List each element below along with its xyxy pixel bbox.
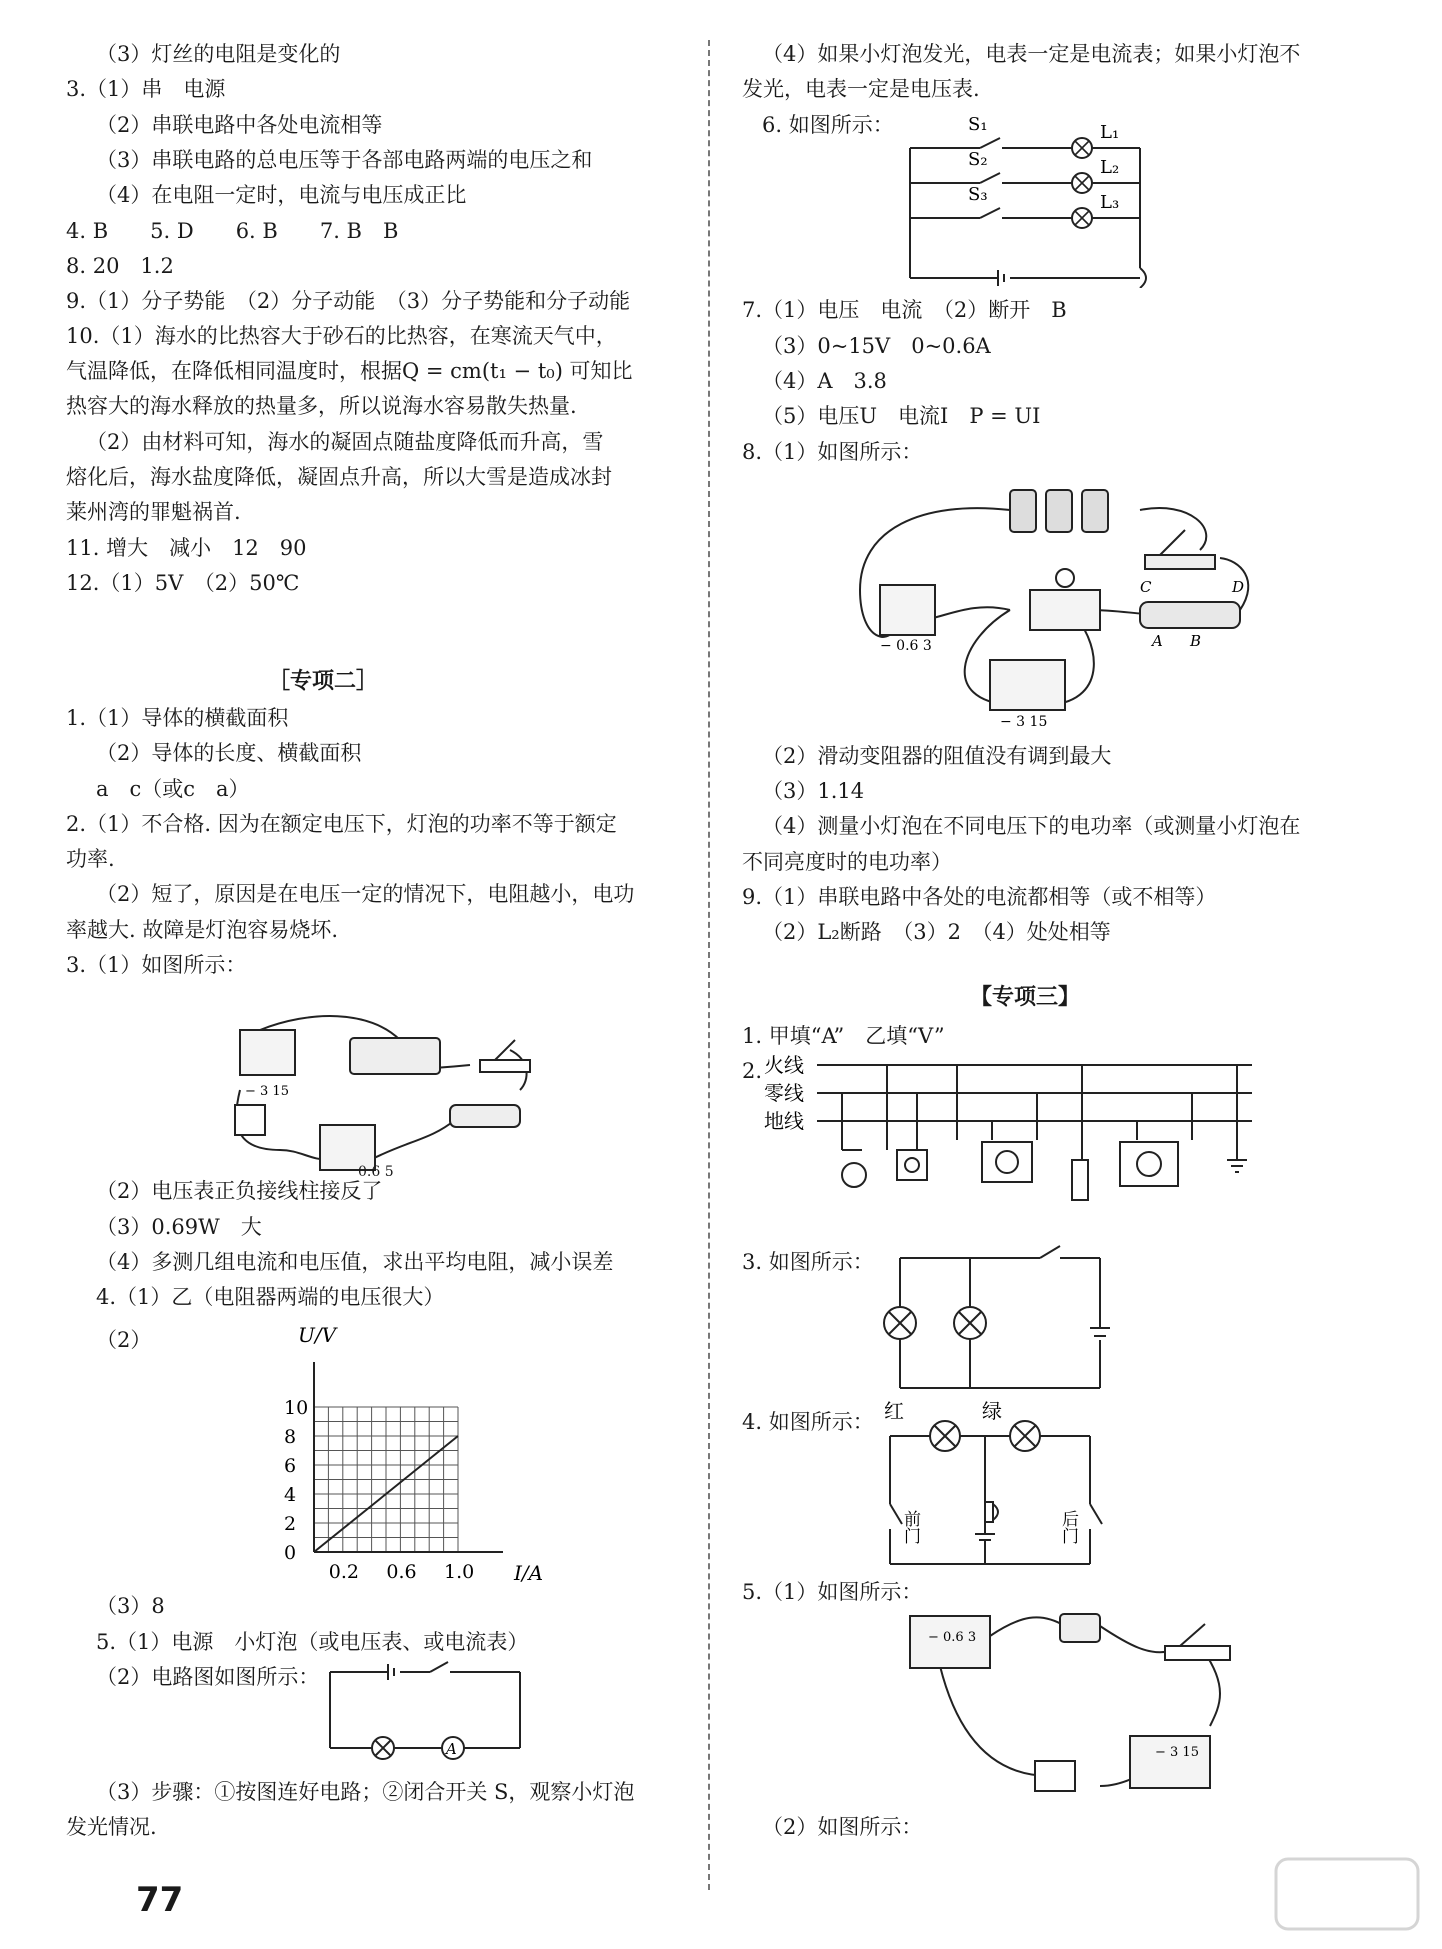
- wiring-illustration-q8: [840, 470, 1260, 732]
- right-answer-line: （2）如图所示：: [762, 1815, 923, 1839]
- left-answer-line: 率越大. 故障是灯泡容易烧坏.: [66, 918, 339, 942]
- wiring-illustration-q3: [220, 1010, 550, 1175]
- circuit-diagram-q5: [320, 1660, 530, 1770]
- lamp-label-l2: L₂: [1100, 157, 1120, 178]
- left-answer-line: 11. 增大 减小 12 90: [66, 536, 307, 560]
- right-answer-line: 1. 甲填“A” 乙填“V”: [742, 1024, 945, 1048]
- left-answer-line: （3）串联电路的总电压等于各部电路两端的电压之和: [96, 148, 593, 172]
- right-answer-line: 6. 如图所示：: [762, 113, 894, 137]
- left-answer-line: （3）0.69W 大: [96, 1215, 262, 1239]
- left-answer-line: （3）8: [96, 1594, 165, 1618]
- left-answer-line: 5.（1）电源 小灯泡（或电压表、或电流表）: [96, 1630, 529, 1654]
- left-answer-line: （2）电路图如图所示：: [96, 1665, 320, 1689]
- terminal-b: B: [1190, 632, 1202, 650]
- left-answer-line: （3）步骤：①按图连好电路；②闭合开关 S，观察小灯泡: [96, 1780, 635, 1804]
- left-answer-line: 2.（1）不合格. 因为在额定电压下，灯泡的功率不等于额定: [66, 812, 617, 836]
- right-answer-line: 5.（1）如图所示：: [742, 1580, 923, 1604]
- right-answer-line: （5）电压U 电流I P = UI: [762, 404, 1041, 428]
- right-answer-line: 发光，电表一定是电压表.: [742, 77, 980, 101]
- page-number: 77: [136, 1880, 184, 1920]
- circuit-diagram-q6: [900, 108, 1190, 288]
- switch-label-s1: S₁: [968, 114, 988, 135]
- y-tick-label: 6: [284, 1455, 297, 1477]
- y-tick-label: 8: [284, 1426, 297, 1448]
- wiring-illustration-r5: [900, 1606, 1245, 1806]
- y-axis-label: U/V: [298, 1323, 337, 1347]
- left-answer-line: 莱州湾的罪魁祸首.: [66, 500, 241, 524]
- left-answer-line: 10.（1）海水的比热容大于砂石的比热容，在寒流天气中，: [66, 324, 617, 348]
- voltmeter-scale-q3: − 3 15: [245, 1084, 289, 1099]
- left-answer-line: （2）导体的长度、横截面积: [96, 741, 362, 765]
- circuit-diagram-r4: [880, 1394, 1120, 1574]
- ammeter-scale-q3: 0.6 5: [358, 1164, 394, 1180]
- right-answer-line: （4）测量小灯泡在不同电压下的电功率（或测量小灯泡在: [762, 814, 1301, 838]
- terminal-a: A: [1152, 632, 1163, 650]
- switch-label-s3: S₃: [968, 184, 988, 205]
- green-lamp-label: 绿: [982, 1399, 1002, 1423]
- lamp-label-l1: L₁: [1100, 122, 1120, 143]
- right-answer-line: 不同亮度时的电功率）: [742, 850, 952, 874]
- left-answer-line: 9.（1）分子势能 （2）分子动能 （3）分子势能和分子动能: [66, 289, 631, 313]
- circuit-diagram-r3: [880, 1238, 1120, 1398]
- left-answer-line: （4）在电阻一定时，电流与电压成正比: [96, 183, 467, 207]
- y-tick-label: 4: [284, 1484, 297, 1506]
- neutral-wire-label: 零线: [764, 1081, 804, 1105]
- y-tick-label: 10: [284, 1397, 309, 1419]
- earth-wire-label: 地线: [764, 1109, 804, 1133]
- x-tick-label: 1.0: [444, 1561, 475, 1583]
- left-answer-line: （4）多测几组电流和电压值，求出平均电阻，减小误差: [96, 1250, 614, 1274]
- front-door-label: 前门: [900, 1510, 920, 1544]
- section-heading-2: ［专项二］: [268, 668, 379, 694]
- x-tick-label: 0.6: [386, 1561, 417, 1583]
- voltmeter-scale-r5: − 3 15: [1155, 1745, 1199, 1760]
- ammeter-scale-r5: − 0.6 3: [928, 1630, 977, 1645]
- voltmeter-scale: − 3 15: [1000, 714, 1048, 730]
- left-answer-line: a c（或c a）: [96, 777, 250, 801]
- household-wiring-diagram: [742, 1050, 1262, 1220]
- column-divider: [708, 40, 710, 1890]
- right-answer-line: 8.（1）如图所示：: [742, 440, 923, 464]
- y-tick-label: 2: [284, 1513, 297, 1535]
- watermark-logo: [1272, 1851, 1422, 1941]
- left-answer-line: 热容大的海水释放的热量多，所以说海水容易散失热量.: [66, 394, 577, 418]
- right-answer-line: 3. 如图所示：: [742, 1250, 874, 1274]
- y-tick-label: 0: [284, 1542, 297, 1564]
- right-answer-line: 7.（1）电压 电流 （2）断开 B: [742, 298, 1067, 322]
- left-answer-line: 3.（1）串 电源: [66, 77, 226, 101]
- left-answer-line: 4.（1）乙（电阻器两端的电压很大）: [96, 1285, 445, 1309]
- live-wire-label: 火线: [764, 1053, 804, 1077]
- terminal-d: D: [1232, 578, 1245, 596]
- x-axis-label: I/A: [514, 1561, 544, 1585]
- left-answer-line: 发光情况.: [66, 1815, 157, 1839]
- right-answer-line: 2.: [742, 1059, 763, 1083]
- left-answer-line: （2）电压表正负接线柱接反了: [96, 1179, 383, 1203]
- left-answer-line: （3）灯丝的电阻是变化的: [96, 42, 341, 66]
- terminal-c: C: [1140, 578, 1152, 596]
- left-answer-line: 4. B 5. D 6. B 7. B B: [66, 219, 399, 243]
- left-answer-line: 3.（1）如图所示：: [66, 953, 247, 977]
- right-answer-line: （2）L₂断路 （3）2 （4）处处相等: [762, 920, 1111, 944]
- left-answer-line: 气温降低，在降低相同温度时，根据Q = cm(t₁ − t₀) 可知比: [66, 359, 633, 383]
- right-answer-line: （2）滑动变阻器的阻值没有调到最大: [762, 744, 1112, 768]
- lamp-label-l3: L₃: [1100, 192, 1120, 213]
- right-answer-line: （3）1.14: [762, 779, 865, 803]
- right-answer-line: （4）如果小灯泡发光，电表一定是电流表；如果小灯泡不: [762, 42, 1301, 66]
- right-answer-line: 4. 如图所示：: [742, 1410, 874, 1434]
- left-answer-line: 熔化后，海水盐度降低，凝固点升高，所以大雪是造成冰封: [66, 465, 612, 489]
- x-tick-label: 0.2: [328, 1561, 360, 1583]
- meter-symbol-a: A: [446, 1740, 457, 1758]
- right-answer-line: （4）A 3.8: [762, 369, 887, 393]
- back-door-label: 后门: [1058, 1510, 1078, 1544]
- ui-graph: [270, 1322, 570, 1592]
- left-answer-line: （2）由材料可知，海水的凝固点随盐度降低而升高，雪: [86, 430, 604, 454]
- right-answer-line: 9.（1）串联电路中各处的电流都相等（或不相等）: [742, 885, 1217, 909]
- left-answer-line: （2）串联电路中各处电流相等: [96, 113, 383, 137]
- right-answer-line: （3）0~15V 0~0.6A: [762, 334, 991, 358]
- left-answer-line: 12.（1）5V （2）50℃: [66, 571, 300, 595]
- switch-label-s2: S₂: [968, 149, 988, 170]
- left-answer-line: 8. 20 1.2: [66, 254, 174, 278]
- left-answer-line: （2）: [96, 1328, 152, 1352]
- ammeter-scale: − 0.6 3: [880, 638, 932, 654]
- left-answer-line: 1.（1）导体的横截面积: [66, 706, 289, 730]
- left-answer-line: 功率.: [66, 847, 115, 871]
- left-answer-line: （2）短了，原因是在电压一定的情况下，电阻越小，电功: [96, 882, 635, 906]
- section-heading-3: 【专项三】: [970, 984, 1081, 1010]
- red-lamp-label: 红: [884, 1399, 904, 1423]
